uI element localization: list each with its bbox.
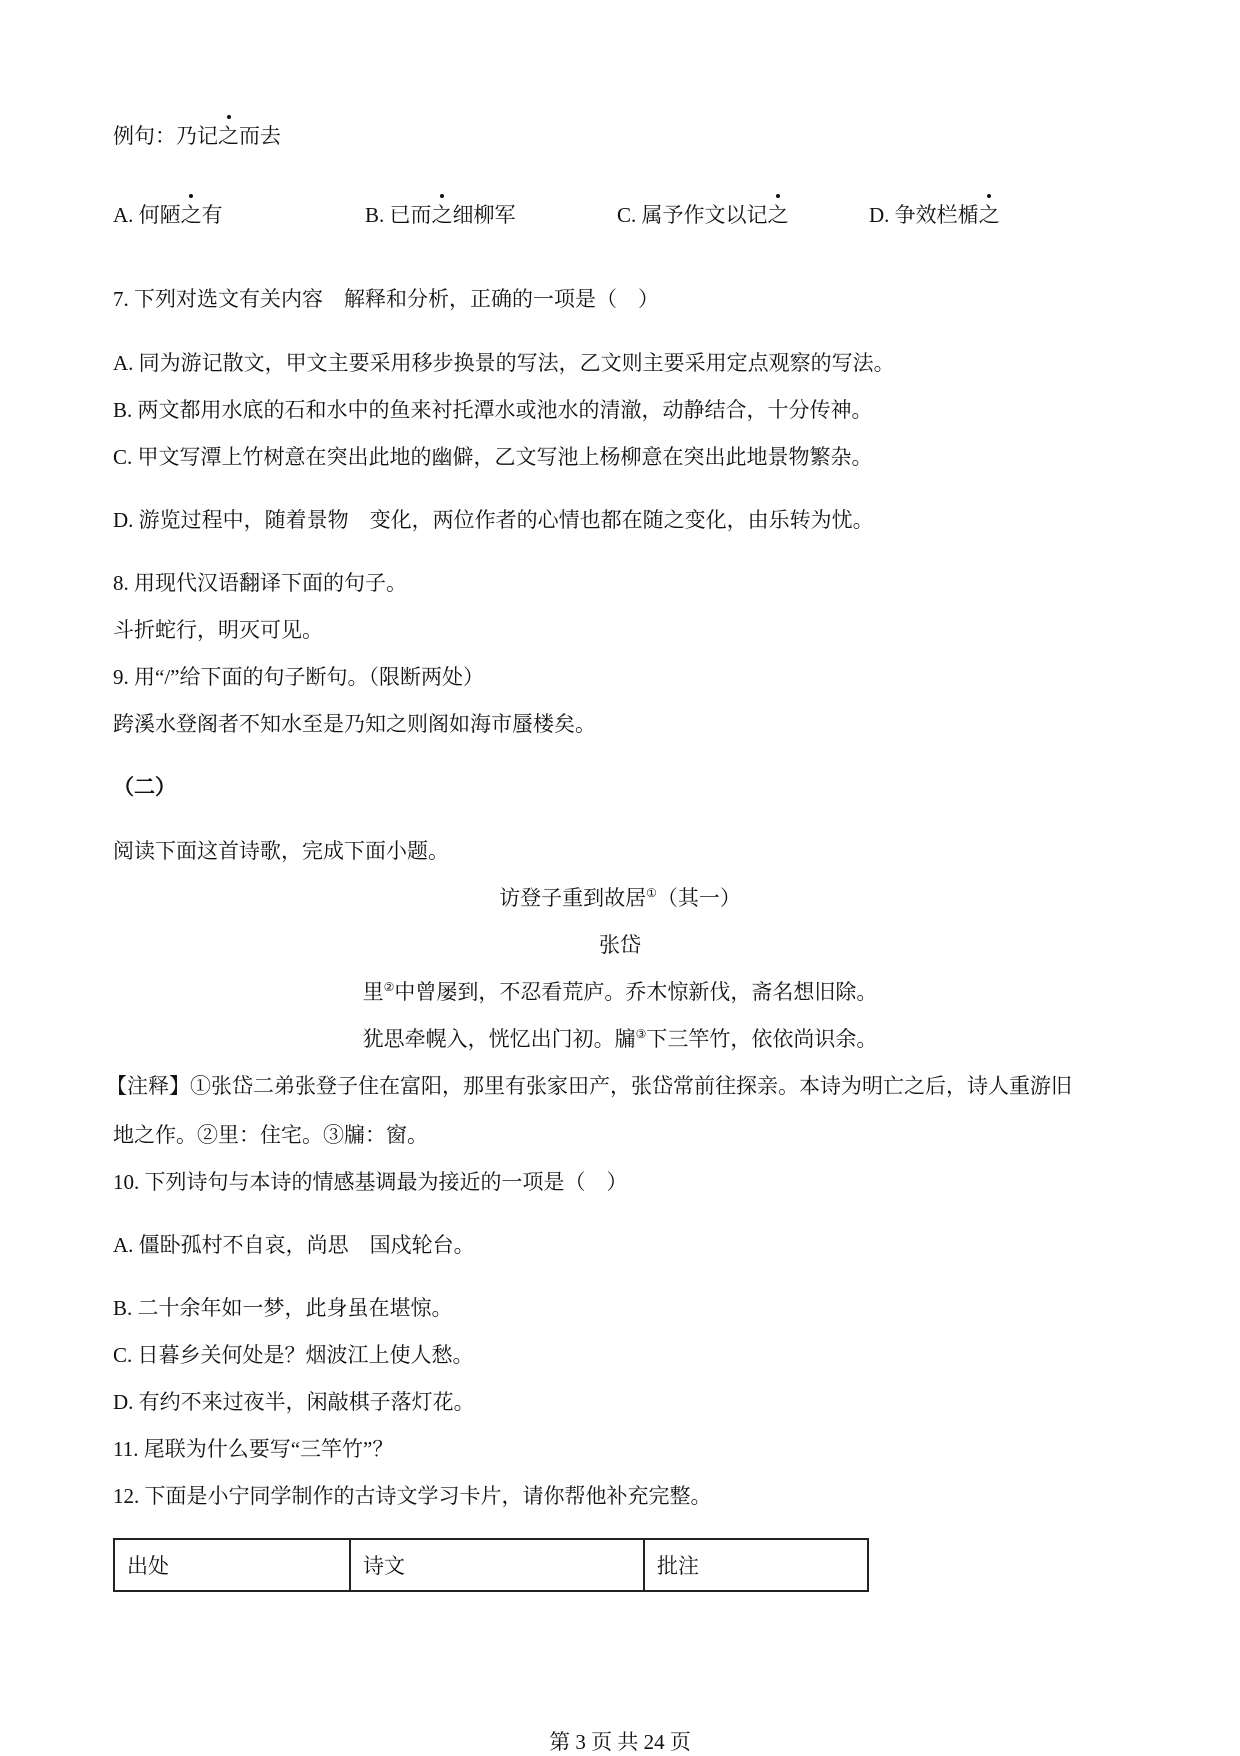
emphasis-dot-char: 之: [218, 121, 239, 151]
poem-author: 张岱: [599, 933, 641, 957]
poem-text: 下三竿竹，依依尚识余。: [646, 1027, 878, 1051]
q7-option-d: D. 游览过程中，随着景物 变化，两位作者的心情也都在随之变化，由乐转为忧。: [113, 508, 874, 532]
option-label: A.: [113, 203, 139, 227]
option-text: 细柳军: [452, 203, 516, 227]
footnote-marker: ③: [635, 1027, 647, 1041]
option-text: 已而: [389, 203, 432, 227]
section-intro: 阅读下面这首诗歌，完成下面小题。: [113, 839, 449, 863]
option-text: 属予作文以记: [641, 203, 768, 227]
emphasis-dot-char: 之: [181, 200, 202, 230]
poem-text: 犹思牵幌入，恍忆出门初。牖: [362, 1027, 636, 1051]
q10-option-a: A. 僵卧孤村不自哀，尚思 国戍轮台。: [113, 1233, 475, 1257]
poem-text: 中曾屡到，不忍看荒庐。乔木惊新伐，斋名想旧除。: [394, 980, 878, 1004]
page-number: 第 3 页 共 24 页: [549, 1730, 691, 1754]
q6-option-c: [617, 200, 789, 230]
emphasis-dot-char: 之: [432, 200, 453, 230]
option-text: 何陋: [138, 203, 181, 227]
study-card-table: [113, 1538, 869, 1592]
option-text: 有: [201, 203, 223, 227]
q6-option-d: [869, 200, 1000, 230]
option-label: C.: [617, 203, 642, 227]
poem-line-1: [0, 977, 1240, 1007]
q6-example: [113, 121, 281, 151]
q8-sentence: 斗折蛇行，明灭可见。: [113, 618, 323, 642]
q9-sentence: 跨溪水登阁者不知水至是乃知之则阁如海市蜃楼矣。: [113, 712, 596, 736]
q6-example-suffix: 而去: [239, 124, 281, 148]
emphasis-dot-char: 之: [979, 200, 1000, 230]
q10-stem: 10. 下列诗句与本诗的情感基调最为接近的一项是（ ）: [113, 1170, 628, 1194]
q10-option-d: D. 有约不来过夜半，闲敲棋子落灯花。: [113, 1390, 475, 1414]
q11-stem: 11. 尾联为什么要写“三竿竹”？: [113, 1437, 394, 1461]
footnote-marker: ①: [646, 886, 657, 900]
option-label: D.: [869, 203, 895, 227]
poem-notes-line-2: 地之作。②里：住宅。③牖：窗。: [113, 1123, 428, 1147]
q12-stem: 12. 下面是小宁同学制作的古诗文学习卡片，请你帮他补充完整。: [113, 1484, 712, 1508]
q6-option-a: [113, 200, 223, 230]
poem-notes-line-1: 【注释】①张岱二弟张登子住在富阳，那里有张家田产，张岱常前往探亲。本诗为明亡之后，诗人重游旧: [106, 1074, 1072, 1098]
table-header-source: 出处: [114, 1539, 350, 1591]
poem-title-text: 访登子重到故居: [499, 886, 647, 910]
poem-line-2: [0, 1024, 1240, 1054]
table-row: [114, 1539, 868, 1591]
poem-title-suffix: （其一）: [656, 886, 741, 910]
q8-stem: 8. 用现代汉语翻译下面的句子。: [113, 571, 407, 595]
q6-option-b: [365, 200, 516, 230]
q7-option-b: B. 两文都用水底的石和水中的鱼来衬托潭水或池水的清澈，动静结合，十分传神。: [113, 398, 873, 422]
table-header-poem-text: 诗文: [350, 1539, 644, 1591]
q7-option-c: C. 甲文写潭上竹树意在突出此地的幽僻，乙文写池上杨柳意在突出此地景物繁杂。: [113, 445, 873, 469]
q7-stem: 7. 下列对选文有关内容 解释和分析，正确的一项是（ ）: [113, 287, 659, 311]
table-header-annotation: 批注: [644, 1539, 868, 1591]
section-heading: （二）: [113, 775, 176, 799]
q7-option-a: A. 同为游记散文，甲文主要采用移步换景的写法，乙文则主要采用定点观察的写法。: [113, 351, 895, 375]
footnote-marker: ②: [383, 980, 395, 994]
q6-example-prefix: 例句：乃记: [113, 124, 218, 148]
q10-option-b: B. 二十余年如一梦，此身虽在堪惊。: [113, 1296, 453, 1320]
option-label: B.: [365, 203, 390, 227]
poem-text: 里: [362, 980, 384, 1004]
q10-option-c: C. 日暮乡关何处是？烟波江上使人愁。: [113, 1343, 474, 1367]
poem-title: [0, 883, 1240, 913]
emphasis-dot-char: 之: [768, 200, 789, 230]
option-text: 争效栏楯: [894, 203, 979, 227]
q9-stem: 9. 用“/”给下面的句子断句。（限断两处）: [113, 665, 484, 689]
